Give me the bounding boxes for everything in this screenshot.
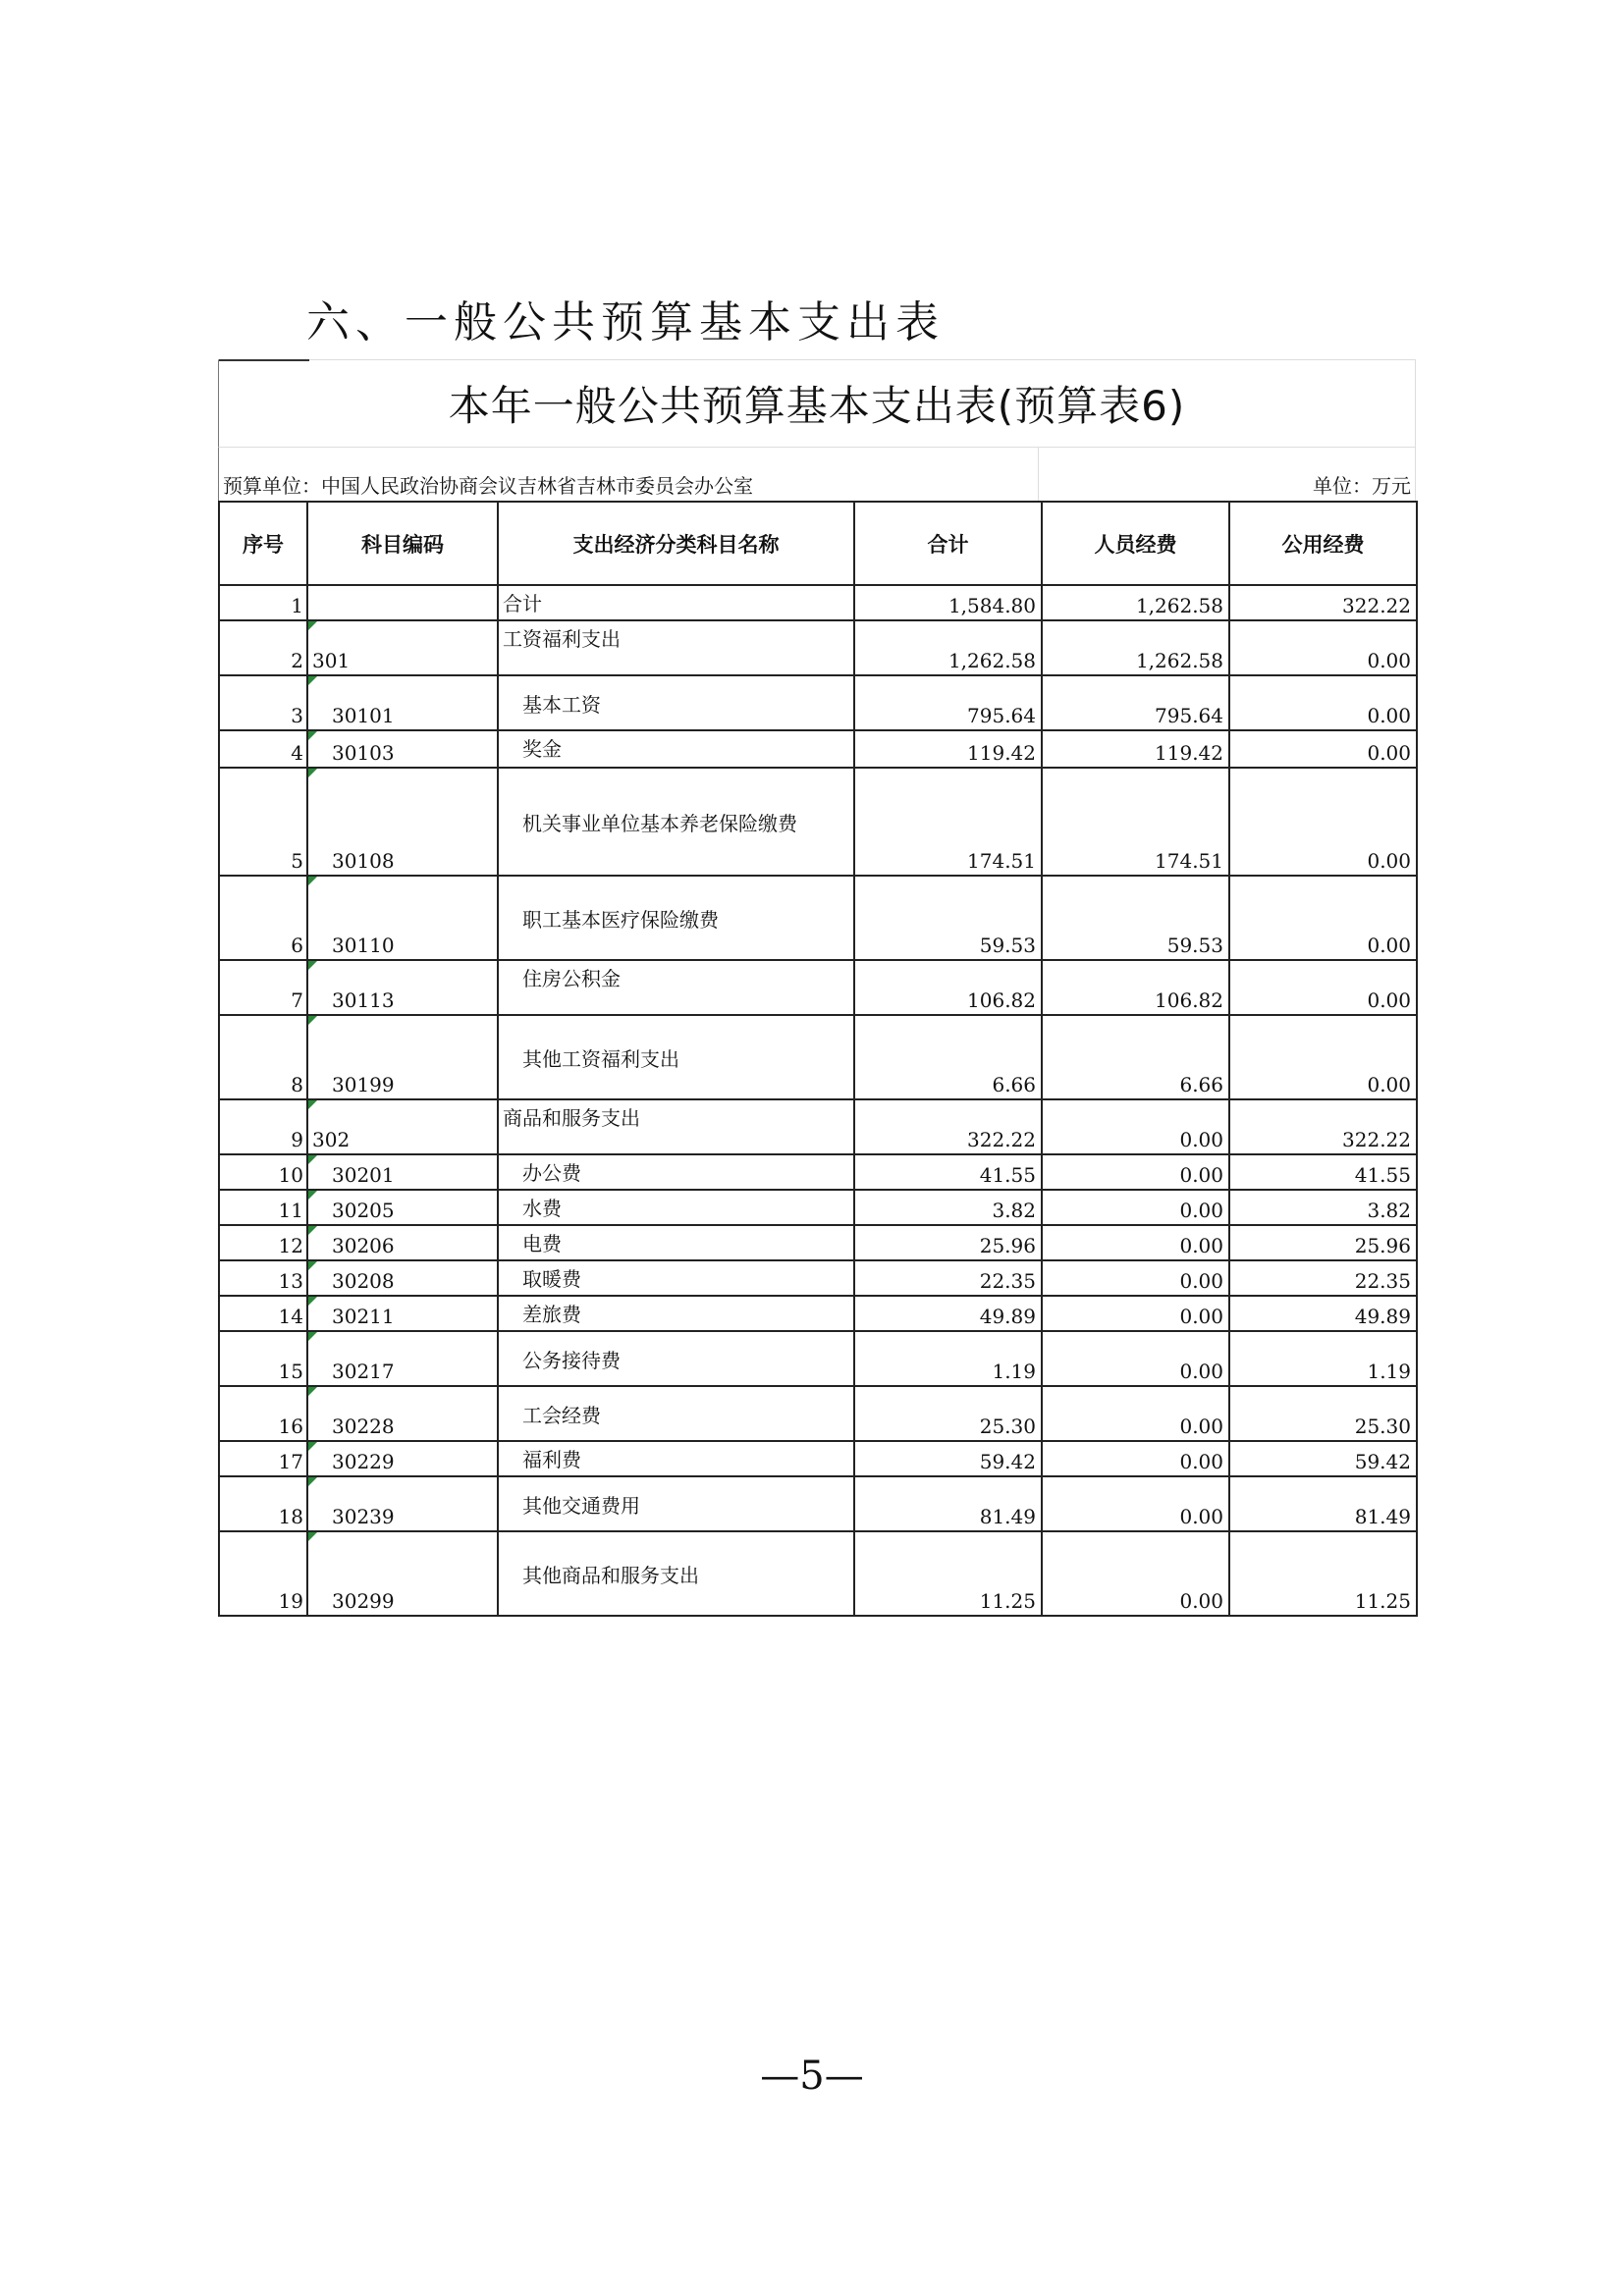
cell-seq: 12	[219, 1225, 307, 1260]
cell-name: 机关事业单位基本养老保险缴费	[498, 768, 854, 876]
cell-code: 302	[307, 1099, 498, 1154]
cell-code: 30199	[307, 1015, 498, 1099]
meta-row	[218, 448, 1416, 501]
cell-total: 49.89	[854, 1296, 1042, 1331]
cell-total: 41.55	[854, 1154, 1042, 1190]
cell-personnel: 119.42	[1042, 730, 1229, 768]
table-row	[219, 1331, 1417, 1386]
cell-code: 30113	[307, 960, 498, 1015]
cell-name: 其他商品和服务支出	[498, 1531, 854, 1616]
cell-name: 奖金	[498, 730, 854, 768]
cell-total: 25.30	[854, 1386, 1042, 1441]
cell-public: 0.00	[1229, 960, 1417, 1015]
cell-total: 59.42	[854, 1441, 1042, 1476]
cell-public: 49.89	[1229, 1296, 1417, 1331]
expenditure-table	[218, 501, 1418, 1617]
table-row	[219, 1099, 1417, 1154]
header-public: 公用经费	[1229, 502, 1417, 585]
cell-seq: 17	[219, 1441, 307, 1476]
table-row	[219, 876, 1417, 960]
cell-public: 0.00	[1229, 730, 1417, 768]
table-row	[219, 675, 1417, 730]
table-body	[219, 585, 1417, 1616]
table-row	[219, 1531, 1417, 1616]
sheet-title: 本年一般公共预算基本支出表(预算表6)	[448, 382, 1186, 430]
cell-name: 其他工资福利支出	[498, 1015, 854, 1099]
cell-seq: 14	[219, 1296, 307, 1331]
cell-seq: 18	[219, 1476, 307, 1531]
cell-total: 795.64	[854, 675, 1042, 730]
cell-name: 基本工资	[498, 675, 854, 730]
table-row	[219, 585, 1417, 620]
sheet-title-box	[218, 359, 1416, 448]
cell-personnel: 0.00	[1042, 1296, 1229, 1331]
cell-personnel: 0.00	[1042, 1154, 1229, 1190]
cell-code: 30229	[307, 1441, 498, 1476]
cell-personnel: 0.00	[1042, 1190, 1229, 1225]
table-row	[219, 1441, 1417, 1476]
cell-public: 0.00	[1229, 620, 1417, 675]
cell-personnel: 0.00	[1042, 1531, 1229, 1616]
cell-total: 81.49	[854, 1476, 1042, 1531]
header-seq: 序号	[219, 502, 307, 585]
cell-name: 办公费	[498, 1154, 854, 1190]
cell-name: 住房公积金	[498, 960, 854, 1015]
cell-code: 30205	[307, 1190, 498, 1225]
cell-public: 0.00	[1229, 876, 1417, 960]
budget-unit: 预算单位：中国人民政治协商会议吉林省吉林市委员会办公室	[219, 448, 1039, 501]
header-total: 合计	[854, 502, 1042, 585]
cell-public: 22.35	[1229, 1260, 1417, 1296]
cell-code: 301	[307, 620, 498, 675]
cell-code: 30208	[307, 1260, 498, 1296]
cell-total: 1,262.58	[854, 620, 1042, 675]
cell-code: 30217	[307, 1331, 498, 1386]
cell-public: 41.55	[1229, 1154, 1417, 1190]
cell-personnel: 106.82	[1042, 960, 1229, 1015]
cell-personnel: 0.00	[1042, 1331, 1229, 1386]
table-row	[219, 960, 1417, 1015]
cell-seq: 10	[219, 1154, 307, 1190]
header-code: 科目编码	[307, 502, 498, 585]
cell-public: 25.30	[1229, 1386, 1417, 1441]
table-row	[219, 1015, 1417, 1099]
cell-public: 322.22	[1229, 1099, 1417, 1154]
table-row	[219, 1386, 1417, 1441]
table-row	[219, 1225, 1417, 1260]
cell-public: 0.00	[1229, 675, 1417, 730]
cell-total: 6.66	[854, 1015, 1042, 1099]
page-number: —5—	[760, 2054, 864, 2099]
cell-public: 25.96	[1229, 1225, 1417, 1260]
cell-name: 其他交通费用	[498, 1476, 854, 1531]
cell-total: 1.19	[854, 1331, 1042, 1386]
cell-seq: 11	[219, 1190, 307, 1225]
title-tick-line	[219, 359, 309, 361]
cell-personnel: 795.64	[1042, 675, 1229, 730]
cell-total: 1,584.80	[854, 585, 1042, 620]
cell-code: 30101	[307, 675, 498, 730]
cell-total: 322.22	[854, 1099, 1042, 1154]
cell-seq: 9	[219, 1099, 307, 1154]
cell-name: 合计	[498, 585, 854, 620]
cell-name: 电费	[498, 1225, 854, 1260]
cell-personnel: 1,262.58	[1042, 620, 1229, 675]
table-row	[219, 620, 1417, 675]
cell-public: 0.00	[1229, 768, 1417, 876]
cell-name: 职工基本医疗保险缴费	[498, 876, 854, 960]
table-header-row	[219, 502, 1417, 585]
cell-seq: 7	[219, 960, 307, 1015]
cell-seq: 19	[219, 1531, 307, 1616]
table-row	[219, 1476, 1417, 1531]
section-heading: 六、一般公共预算基本支出表	[306, 297, 945, 347]
budget-sheet	[218, 359, 1416, 1617]
cell-code: 30103	[307, 730, 498, 768]
cell-total: 174.51	[854, 768, 1042, 876]
cell-seq: 16	[219, 1386, 307, 1441]
cell-seq: 3	[219, 675, 307, 730]
header-name: 支出经济分类科目名称	[498, 502, 854, 585]
table-row	[219, 1260, 1417, 1296]
cell-name: 福利费	[498, 1441, 854, 1476]
cell-public: 3.82	[1229, 1190, 1417, 1225]
cell-total: 59.53	[854, 876, 1042, 960]
cell-total: 22.35	[854, 1260, 1042, 1296]
cell-code: 30228	[307, 1386, 498, 1441]
cell-name: 取暖费	[498, 1260, 854, 1296]
cell-total: 11.25	[854, 1531, 1042, 1616]
cell-name: 水费	[498, 1190, 854, 1225]
cell-name: 差旅费	[498, 1296, 854, 1331]
cell-public: 59.42	[1229, 1441, 1417, 1476]
cell-public: 1.19	[1229, 1331, 1417, 1386]
cell-seq: 13	[219, 1260, 307, 1296]
cell-personnel: 0.00	[1042, 1441, 1229, 1476]
cell-total: 106.82	[854, 960, 1042, 1015]
cell-seq: 6	[219, 876, 307, 960]
cell-total: 119.42	[854, 730, 1042, 768]
cell-code: 30299	[307, 1531, 498, 1616]
cell-personnel: 1,262.58	[1042, 585, 1229, 620]
header-personnel: 人员经费	[1042, 502, 1229, 585]
table-row	[219, 768, 1417, 876]
cell-name: 商品和服务支出	[498, 1099, 854, 1154]
cell-personnel: 0.00	[1042, 1386, 1229, 1441]
cell-public: 81.49	[1229, 1476, 1417, 1531]
cell-personnel: 0.00	[1042, 1476, 1229, 1531]
cell-seq: 2	[219, 620, 307, 675]
cell-code: 30108	[307, 768, 498, 876]
table-row	[219, 730, 1417, 768]
cell-name: 工会经费	[498, 1386, 854, 1441]
cell-total: 25.96	[854, 1225, 1042, 1260]
amount-unit: 单位：万元	[1313, 474, 1411, 498]
cell-personnel: 59.53	[1042, 876, 1229, 960]
cell-personnel: 174.51	[1042, 768, 1229, 876]
cell-code: 30206	[307, 1225, 498, 1260]
cell-seq: 15	[219, 1331, 307, 1386]
cell-seq: 5	[219, 768, 307, 876]
table-row	[219, 1190, 1417, 1225]
cell-personnel: 0.00	[1042, 1225, 1229, 1260]
cell-code: 30239	[307, 1476, 498, 1531]
table-row	[219, 1296, 1417, 1331]
cell-code: 30211	[307, 1296, 498, 1331]
cell-seq: 4	[219, 730, 307, 768]
cell-code	[307, 585, 498, 620]
cell-code: 30201	[307, 1154, 498, 1190]
cell-personnel: 0.00	[1042, 1260, 1229, 1296]
cell-public: 0.00	[1229, 1015, 1417, 1099]
cell-code: 30110	[307, 876, 498, 960]
cell-public: 11.25	[1229, 1531, 1417, 1616]
cell-personnel: 6.66	[1042, 1015, 1229, 1099]
cell-public: 322.22	[1229, 585, 1417, 620]
cell-name: 公务接待费	[498, 1331, 854, 1386]
cell-seq: 8	[219, 1015, 307, 1099]
cell-name: 工资福利支出	[498, 620, 854, 675]
cell-seq: 1	[219, 585, 307, 620]
cell-personnel: 0.00	[1042, 1099, 1229, 1154]
cell-total: 3.82	[854, 1190, 1042, 1225]
table-row	[219, 1154, 1417, 1190]
